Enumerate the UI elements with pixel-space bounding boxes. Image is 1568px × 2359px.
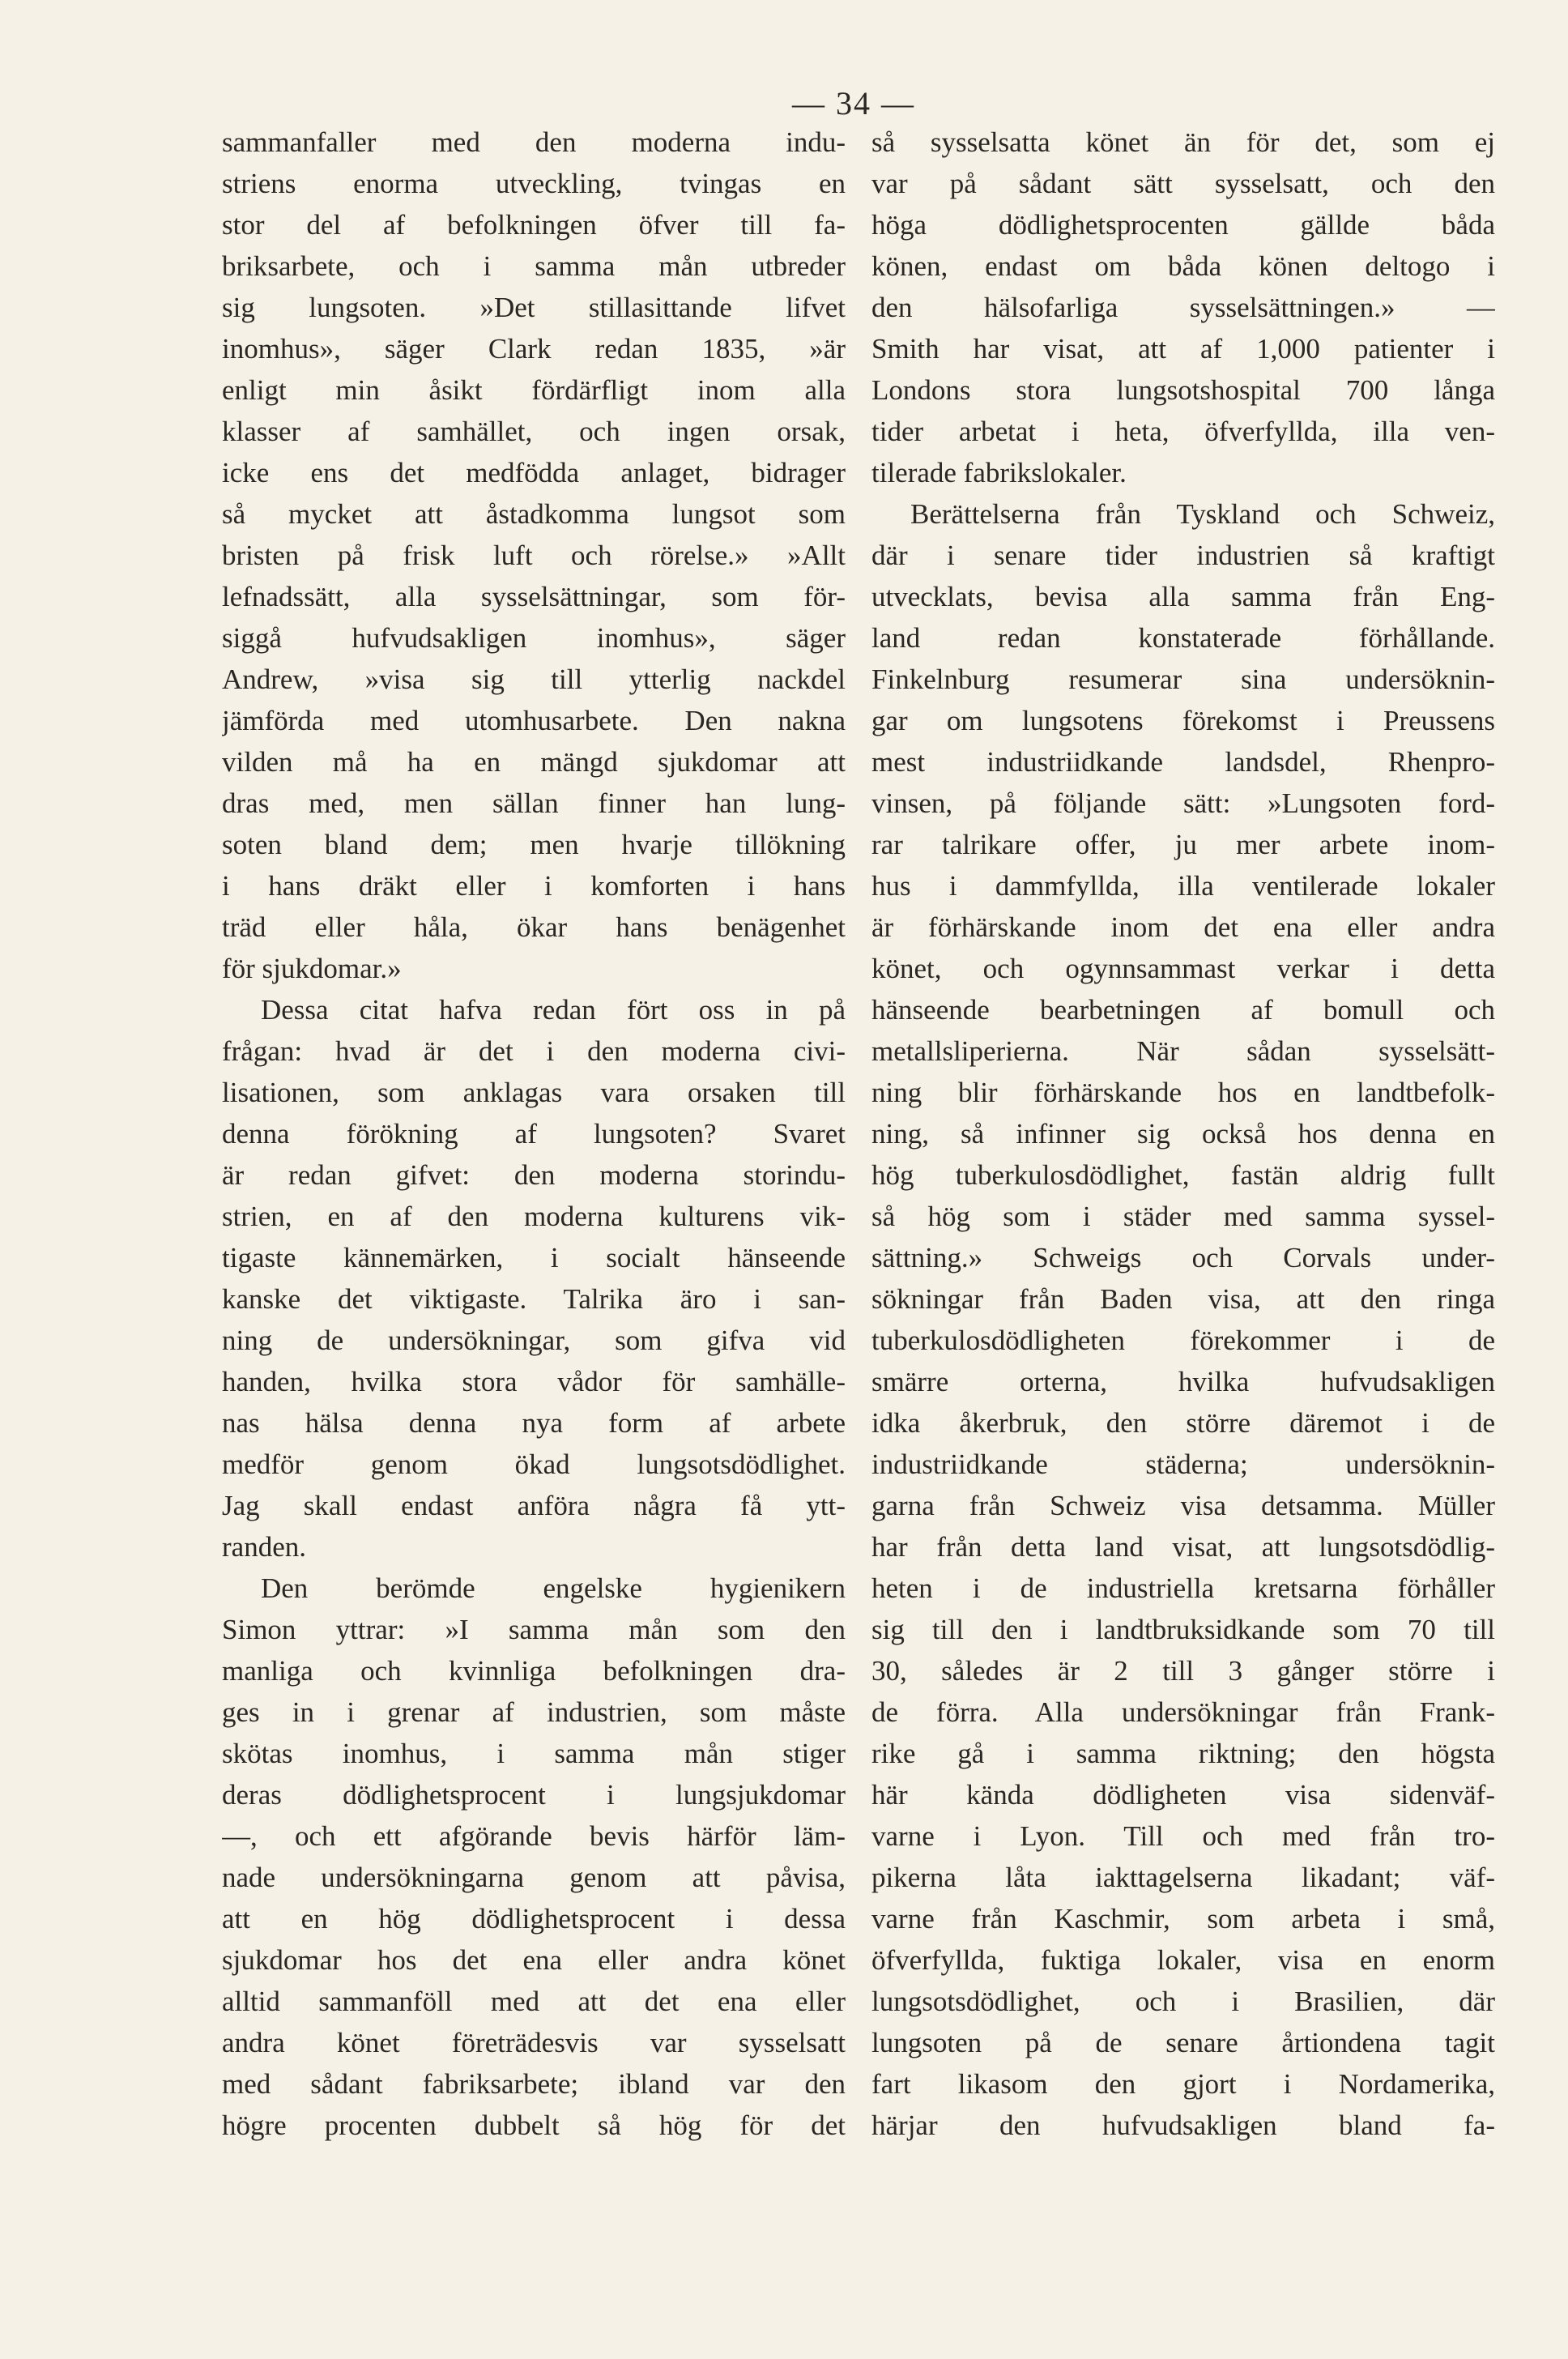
- text-line: är redan gifvet: den moderna storindu-: [222, 1159, 846, 1191]
- text-line: land redan konstaterade förhållande.: [871, 622, 1495, 654]
- text-line: ges in i grenar af industrien, som måste: [222, 1696, 846, 1728]
- text-line: ning de undersökningar, som gifva vid: [222, 1325, 846, 1356]
- right-column: [871, 122, 1495, 2301]
- text-line: nade undersökningarna genom att påvisa,: [222, 1862, 846, 1893]
- text-line: tuberkulosdödligheten förekommer i de: [871, 1325, 1495, 1356]
- text-line: rike gå i samma riktning; den högsta: [871, 1738, 1495, 1769]
- text-line: smärre orterna, hvilka hufvudsakligen: [871, 1366, 1495, 1397]
- text-line: manliga och kvinnliga befolkningen dra-: [222, 1655, 846, 1687]
- text-line: strien, en af den moderna kulturens vik-: [222, 1201, 846, 1232]
- text-line: deras dödlighetsprocent i lungsjukdomar: [222, 1779, 846, 1811]
- text-line: frågan: hvad är det i den moderna civi-: [222, 1035, 846, 1067]
- text-line: ning blir förhärskande hos en landtbefolk-: [871, 1077, 1495, 1108]
- text-line: Den berömde engelske hygienikern: [261, 1572, 846, 1604]
- text-line: idka åkerbruk, den större däremot i de: [871, 1407, 1495, 1439]
- text-line: hänseende bearbetningen af bomull och: [871, 994, 1495, 1026]
- text-line: öfverfyllda, fuktiga lokaler, visa en enorm: [871, 1944, 1495, 1976]
- text-line: sammanfaller med den moderna indu-: [222, 126, 846, 158]
- text-line: tilerade fabrikslokaler.: [871, 457, 1127, 488]
- text-line: Jag skall endast anföra några få ytt-: [222, 1490, 846, 1521]
- text-line: lungsoten på de senare årtiondena tagit: [871, 2027, 1495, 2058]
- text-line: ning, så infinner sig också hos denna en: [871, 1118, 1495, 1150]
- text-line: lisationen, som anklagas vara orsaken till: [222, 1077, 846, 1108]
- text-line: dras med, men sällan finner han lung-: [222, 787, 846, 819]
- text-line: gar om lungsotens förekomst i Preussens: [871, 705, 1495, 736]
- text-line: Finkelnburg resumerar sina undersöknin-: [871, 663, 1495, 695]
- text-line: könet, och ogynnsammast verkar i detta: [871, 953, 1495, 984]
- text-line: medför genom ökad lungsotsdödlighet.: [222, 1448, 846, 1480]
- text-line: vilden må ha en mängd sjukdomar att: [222, 746, 846, 778]
- text-line: höga dödlighetsprocenten gällde båda: [871, 209, 1495, 241]
- text-line: icke ens det medfödda anlaget, bidrager: [222, 457, 846, 488]
- text-line: Andrew, »visa sig till ytterlig nackdel: [222, 663, 846, 695]
- text-line: härjar den hufvudsakligen bland fa-: [871, 2109, 1495, 2141]
- text-line: metallsliperierna. När sådan sysselsätt-: [871, 1035, 1495, 1067]
- text-line: har från detta land visat, att lungsotsdödlig-: [871, 1531, 1495, 1563]
- text-line: inomhus», säger Clark redan 1835, »är: [222, 333, 846, 365]
- text-line: Londons stora lungsotshospital 700 långa: [871, 374, 1495, 406]
- text-line: tider arbetat i heta, öfverfyllda, illa ven-: [871, 416, 1495, 447]
- text-line: varne i Lyon. Till och med från tro-: [871, 1820, 1495, 1852]
- text-line: briksarbete, och i samma mån utbreder: [222, 250, 846, 282]
- text-line: kanske det viktigaste. Talrika äro i san-: [222, 1283, 846, 1315]
- text-line: soten bland dem; men hvarje tillökning: [222, 829, 846, 860]
- text-line: sjukdomar hos det ena eller andra könet: [222, 1944, 846, 1976]
- text-line: handen, hvilka stora vådor för samhälle-: [222, 1366, 846, 1397]
- text-line: skötas inomhus, i samma mån stiger: [222, 1738, 846, 1769]
- text-line: i hans dräkt eller i komforten i hans: [222, 870, 846, 902]
- text-line: varne från Kaschmir, som arbeta i små,: [871, 1903, 1495, 1935]
- text-line: Simon yttrar: »I samma mån som den: [222, 1614, 846, 1645]
- text-line: andra könet företrädesvis var sysselsatt: [222, 2027, 846, 2058]
- text-line: är förhärskande inom det ena eller andra: [871, 911, 1495, 943]
- text-line: industriidkande städerna; undersöknin-: [871, 1448, 1495, 1480]
- text-line: sig lungsoten. »Det stillasittande lifvet: [222, 292, 846, 323]
- text-line: hög tuberkulosdödlighet, fastän aldrig fullt: [871, 1159, 1495, 1191]
- text-line: sökningar från Baden visa, att den ringa: [871, 1283, 1495, 1315]
- text-line: sig till den i landtbruksidkande som 70 till: [871, 1614, 1495, 1645]
- text-line: vinsen, på följande sätt: »Lungsoten ford-: [871, 787, 1495, 819]
- text-line: Berättelserna från Tyskland och Schweiz,: [910, 498, 1495, 530]
- text-line: heten i de industriella kretsarna förhåller: [871, 1572, 1495, 1604]
- text-line: där i senare tider industrien så kraftigt: [871, 540, 1495, 571]
- text-line: könen, endast om båda könen deltogo i: [871, 250, 1495, 282]
- text-line: tigaste kännemärken, i socialt hänseende: [222, 1242, 846, 1273]
- text-line: striens enorma utveckling, tvingas en: [222, 168, 846, 199]
- text-line: hus i dammfyllda, illa ventilerade lokaler: [871, 870, 1495, 902]
- text-line: så sysselsatta könet än för det, som ej: [871, 126, 1495, 158]
- text-line: pikerna låta iakttagelserna likadant; väf-: [871, 1862, 1495, 1893]
- text-line: här kända dödligheten visa sidenväf-: [871, 1779, 1495, 1811]
- text-line: träd eller håla, ökar hans benägenhet: [222, 911, 846, 943]
- text-line: mest industriidkande landsdel, Rhenpro-: [871, 746, 1495, 778]
- text-line: bristen på frisk luft och rörelse.» »Allt: [222, 540, 846, 571]
- text-line: lungsotsdödlighet, och i Brasilien, där: [871, 1986, 1495, 2017]
- text-line: de förra. Alla undersökningar från Frank-: [871, 1696, 1495, 1728]
- text-line: var på sådant sätt sysselsatt, och den: [871, 168, 1495, 199]
- text-line: utvecklats, bevisa alla samma från Eng-: [871, 581, 1495, 612]
- text-line: rar talrikare offer, ju mer arbete inom-: [871, 829, 1495, 860]
- text-line: randen.: [222, 1531, 306, 1563]
- text-line: 30, således är 2 till 3 gånger större i: [871, 1655, 1495, 1687]
- text-line: siggå hufvudsakligen inomhus», säger: [222, 622, 846, 654]
- page-number: — 34 —: [792, 85, 915, 122]
- text-line: Dessa citat hafva redan fört oss in på: [261, 994, 846, 1026]
- text-line: nas hälsa denna nya form af arbete: [222, 1407, 846, 1439]
- text-line: lefnadssätt, alla sysselsättningar, som för-: [222, 581, 846, 612]
- left-column: [222, 122, 846, 2301]
- text-line: jämförda med utomhusarbete. Den nakna: [222, 705, 846, 736]
- text-line: så mycket att åstadkomma lungsot som: [222, 498, 846, 530]
- text-line: enligt min åsikt fördärfligt inom alla: [222, 374, 846, 406]
- text-line: Smith har visat, att af 1,000 patienter i: [871, 333, 1495, 365]
- text-line: sättning.» Schweigs och Corvals under-: [871, 1242, 1495, 1273]
- text-line: —, och ett afgörande bevis härför läm-: [222, 1820, 846, 1852]
- text-line: så hög som i städer med samma syssel-: [871, 1201, 1495, 1232]
- text-line: stor del af befolkningen öfver till fa-: [222, 209, 846, 241]
- text-line: för sjukdomar.»: [222, 953, 402, 984]
- text-line: den hälsofarliga sysselsättningen.» —: [871, 292, 1495, 323]
- text-line: med sådant fabriksarbete; ibland var den: [222, 2068, 846, 2100]
- text-line: fart likasom den gjort i Nordamerika,: [871, 2068, 1495, 2100]
- text-line: alltid sammanföll med att det ena eller: [222, 1986, 846, 2017]
- text-line: klasser af samhället, och ingen orsak,: [222, 416, 846, 447]
- text-line: högre procenten dubbelt så hög för det: [222, 2109, 846, 2141]
- text-line: garna från Schweiz visa detsamma. Müller: [871, 1490, 1495, 1521]
- text-line: denna förökning af lungsoten? Svaret: [222, 1118, 846, 1150]
- text-line: att en hög dödlighetsprocent i dessa: [222, 1903, 846, 1935]
